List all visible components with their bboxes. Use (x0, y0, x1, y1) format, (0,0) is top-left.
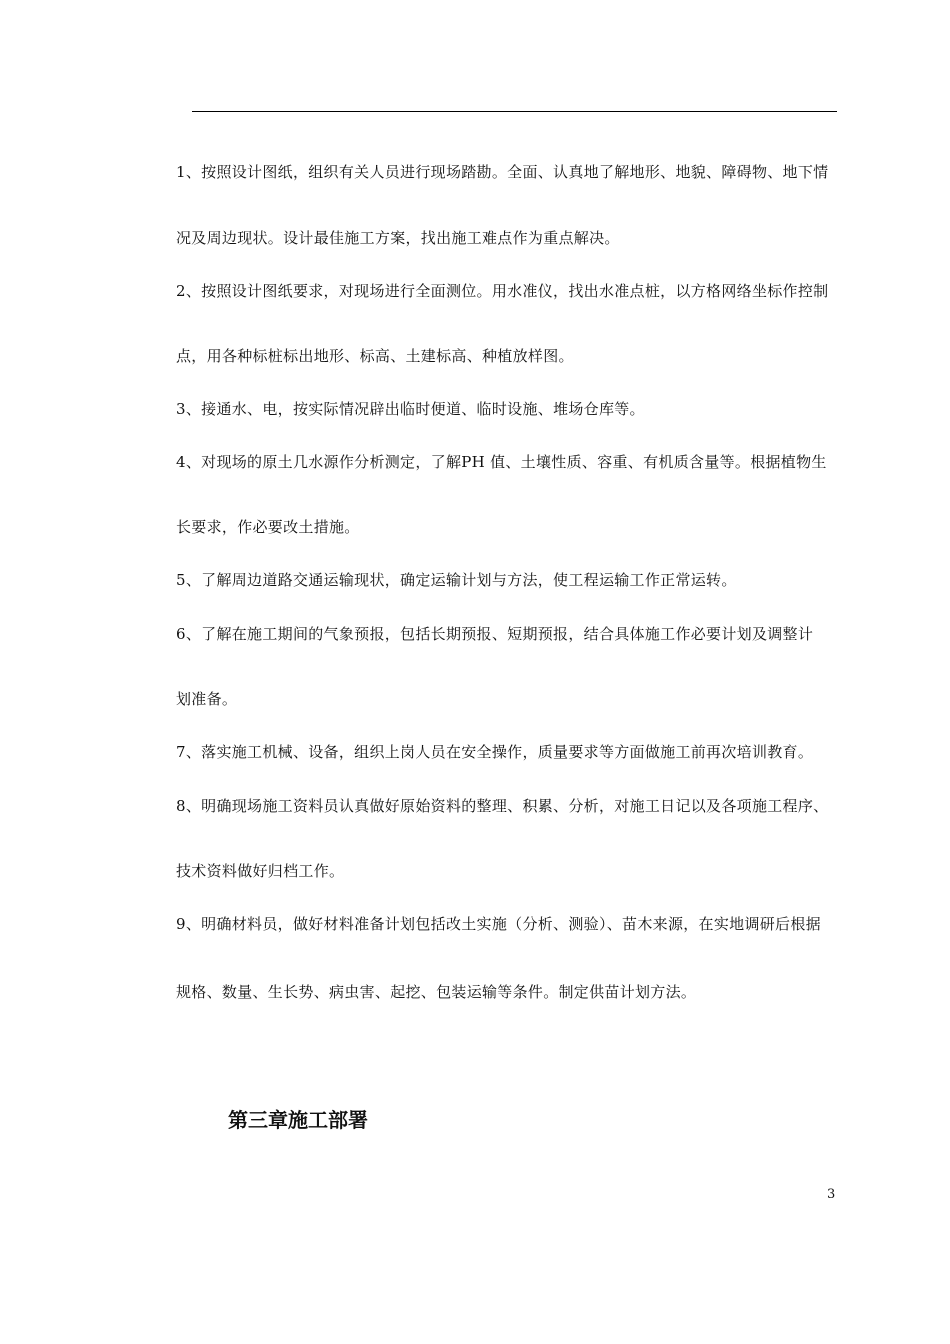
item-8-line-1: 8、明确现场施工资料员认真做好原始资料的整理、积累、分析，对施工日记以及各项施工程序、 (176, 797, 829, 815)
page-number: 3 (827, 1187, 836, 1202)
item-1-line-2: 况及周边现状。设计最佳施工方案，找出施工难点作为重点解决。 (176, 229, 620, 247)
item-6-line-2: 划准备。 (176, 690, 238, 708)
item-9-line-2: 规格、数量、生长势、病虫害、起挖、包装运输等条件。制定供苗计划方法。 (176, 983, 697, 1001)
item-4-line-2: 长要求，作必要改土措施。 (176, 518, 360, 536)
item-5-line-1: 5、了解周边道路交通运输现状，确定运输计划与方法，使工程运输工作正常运转。 (176, 571, 737, 589)
item-1-line-1: 1、按照设计图纸，组织有关人员进行现场踏勘。全面、认真地了解地形、地貌、障碍物、地下情 (176, 163, 829, 181)
item-9-line-1: 9、明确材料员，做好材料准备计划包括改土实施（分析、测验）、苗木来源，在实地调研后根据 (176, 915, 821, 933)
header-rule (192, 111, 837, 112)
item-2-line-1: 2、按照设计图纸要求，对现场进行全面测位。用水准仪，找出水准点桩，以方格网络坐标作控制 (176, 282, 829, 300)
item-8-line-2: 技术资料做好归档工作。 (176, 862, 345, 880)
item-7-line-1: 7、落实施工机械、设备，组织上岗人员在安全操作，质量要求等方面做施工前再次培训教育。 (176, 743, 814, 761)
item-6-line-1: 6、了解在施工期间的气象预报，包括长期预报、短期预报，结合具体施工作必要计划及调整计 (176, 625, 814, 643)
item-3-line-1: 3、接通水、电，按实际情况辟出临时便道、临时设施、堆场仓库等。 (176, 400, 645, 418)
item-2-line-2: 点，用各种标桩标出地形、标高、土建标高、种植放样图。 (176, 347, 574, 365)
item-4-line-1: 4、对现场的原土几水源作分析测定，了解PH 值、土壤性质、容重、有机质含量等。根据植物生 (176, 453, 827, 471)
chapter-title: 第三章施工部署 (228, 1108, 368, 1132)
